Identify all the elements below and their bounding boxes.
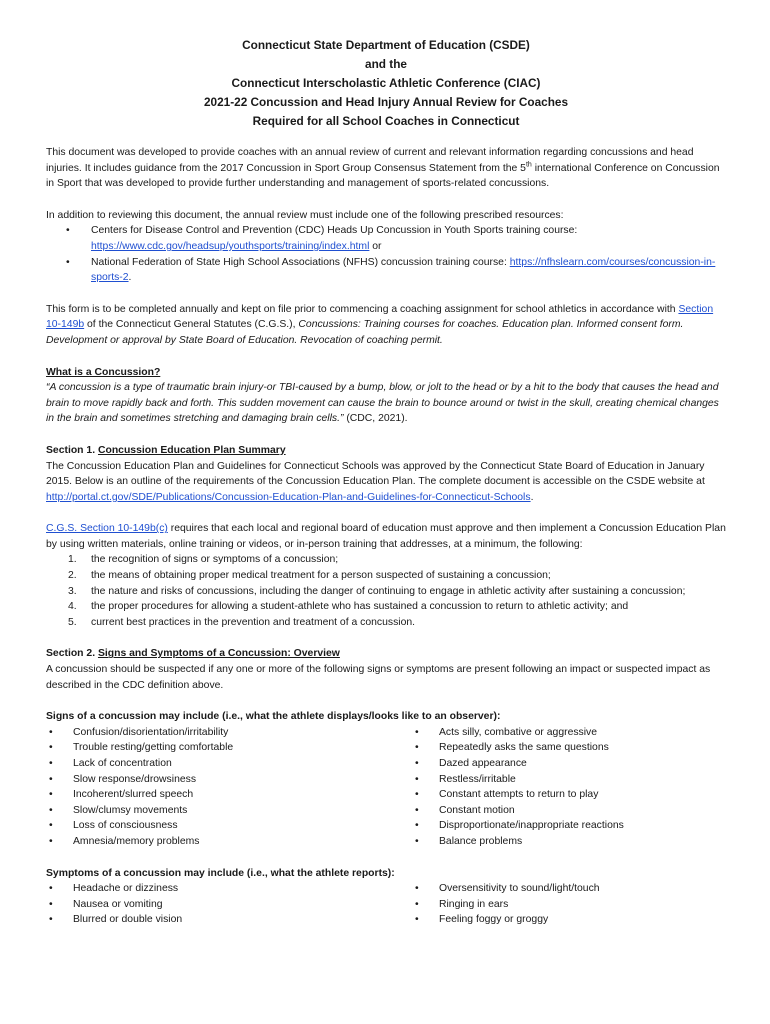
title-line-3: Connecticut Interscholastic Athletic Conference (CIAC) — [231, 76, 541, 90]
section-1-paragraph: The Concussion Education Plan and Guidelines for Connecticut Schools was approved by the Connecticut State Board of Education in January 2015. Below is an outline of the requirements of the Concussion Education Plan. The complete document is accessible on the CSDE website at http://portal.ct.gov/SDE/Publications/Concussion-Education-Plan-and-Guidelines-for-Connecticut-Schools. — [46, 460, 705, 503]
signs-list — [46, 725, 726, 850]
list-item: • Disproportionate/inappropriate reactions — [415, 820, 624, 832]
list-item: • Constant attempts to return to play — [415, 789, 599, 801]
title-line-2: and the — [365, 57, 407, 71]
list-item: • Acts silly, combative or aggressive — [415, 726, 598, 738]
bullet: • — [66, 256, 70, 268]
section-1-heading: Section 1. Concussion Education Plan Summary — [46, 444, 286, 456]
list-item: • Confusion/disorientation/irritability — [49, 726, 229, 738]
requirements-list — [46, 552, 726, 630]
list-item: • Loss of consciousness — [49, 820, 178, 832]
resource-list — [46, 223, 726, 285]
csde-website-link[interactable]: http://portal.ct.gov/SDE/Publications/Concussion-Education-Plan-and-Guidelines-for-Connecticut-Schools — [46, 491, 531, 503]
list-item: • Amnesia/memory problems — [49, 835, 200, 847]
list-item: 1. the recognition of signs or symptoms of a concussion; — [68, 554, 339, 566]
cdc-link[interactable]: https://www.cdc.gov/headsup/youthsports/training/index.html — [91, 240, 370, 252]
signs-heading: Signs of a concussion may include (i.e., what the athlete displays/looks like to an observer): — [46, 711, 501, 723]
section-2-heading: Section 2. Signs and Symptoms of a Concussion: Overview — [46, 648, 340, 660]
list-item: • Slow/clumsy movements — [49, 804, 188, 816]
list-item: • Slow response/drowsiness — [49, 773, 197, 785]
symptoms-heading: Symptoms of a concussion may include (i.e., what the athlete reports): — [46, 867, 395, 879]
list-item: • Feeling foggy or groggy — [415, 914, 549, 926]
symptoms-column-left — [46, 881, 412, 928]
resource-item-cdc: • Centers for Disease Control and Prevention (CDC) Heads Up Concussion in Youth Sports training course: https://www.cdc.gov/headsup/youthsports/training/index.html or — [66, 225, 578, 252]
list-item: 5. current best practices in the prevention and treatment of a concussion. — [68, 616, 416, 628]
title-line-4: 2021-22 Concussion and Head Injury Annual Review for Coaches — [203, 95, 569, 109]
cgs-requirement-paragraph: C.G.S. Section 10-149b(c) requires that each local and regional board of education must approve and then implement a Concussion Education Plan by using written materials, online training or videos, or in-person training that addresses, at a minimum, the following: — [46, 523, 726, 550]
signs-column-left — [46, 725, 412, 850]
concussion-definition: “A concussion is a type of traumatic brain injury-or TBI-caused by a bump, blow, or jolt to the head or by a hit to the body that causes the head and brain to move rapidly back and forth. This sudden movement can cause the brain to bounce around or twist in the skull, creating chemical changes in the brain and sometimes stretching and damaging brain cells.” (CDC, 2021). — [46, 382, 719, 425]
list-item: • Blurred or double vision — [49, 914, 183, 926]
list-item: 4. the proper procedures for allowing a student-athlete who has sustained a concussion to return to athletic activity; and — [68, 601, 629, 613]
list-item: • Constant motion — [415, 804, 515, 816]
list-item: • Nausea or vomiting — [49, 898, 163, 910]
symptoms-list — [46, 881, 726, 928]
list-item: 2. the means of obtaining proper medical treatment for a person suspected of sustaining a concussion; — [68, 570, 551, 582]
list-item: • Repeatedly asks the same questions — [415, 742, 609, 754]
section-2-paragraph: A concussion should be suspected if any one or more of the following signs or symptoms are present following an impact or suspected impact as described in the CDC definition above. — [46, 664, 711, 691]
title-line-5: Required for all School Coaches in Connecticut — [252, 114, 520, 128]
list-item: • Headache or dizziness — [49, 883, 179, 895]
list-item: • Trouble resting/getting comfortable — [49, 742, 234, 754]
intro-paragraph: This document was developed to provide coaches with an annual review of current and relevant information regarding concussions and head injuries. It includes guidance from the 2017 Concussion in Sport Group Consensus Statement from the 5th international Conference on Concussion in Sport that was developed to provide further understanding and management of sports-related concussions. — [46, 147, 720, 190]
document-title — [46, 36, 726, 131]
nfhs-link[interactable]: https://nfhslearn.com/courses/concussion-in-sports-2 — [91, 256, 716, 284]
symptoms-column-right — [412, 881, 726, 928]
title-line-1: Connecticut State Department of Education (CSDE) — [242, 38, 530, 52]
resource-item-nfhs: • National Federation of State High School Associations (NFHS) concussion training course: https://nfhslearn.com/courses/concussion-in-sports-2. — [66, 256, 716, 284]
list-item: • Oversensitivity to sound/light/touch — [415, 883, 600, 895]
what-is-concussion-heading: What is a Concussion? — [46, 366, 161, 378]
list-item: • Lack of concentration — [49, 758, 172, 769]
list-item: • Restless/irritable — [415, 773, 516, 785]
signs-column-right — [412, 725, 726, 850]
cgs-section-link[interactable]: C.G.S. Section 10-149b(c) — [46, 523, 168, 535]
list-item: 3. the nature and risks of concussions, including the danger of continuing to engage in athletic activity after sustaining a concussion; — [68, 585, 686, 597]
section-10-149b-link[interactable]: Section 10-149b — [46, 303, 714, 331]
resources-intro: In addition to reviewing this document, the annual review must include one of the following prescribed resources: — [46, 209, 564, 221]
form-requirement-paragraph: This form is to be completed annually and kept on file prior to commencing a coaching assignment for school athletics in accordance with Section 10-149b of the Connecticut General Statutes (C.G.S.), Concussions: Training courses for coaches. Education plan. Informed consent form. Development or approval by State Board of Education. Revocation of coaching permit. — [46, 303, 714, 346]
list-item: • Ringing in ears — [415, 898, 509, 910]
bullet: • — [66, 225, 70, 237]
list-item: • Dazed appearance — [415, 758, 527, 769]
list-item: • Incoherent/slurred speech — [49, 789, 194, 801]
list-item: • Balance problems — [415, 835, 523, 847]
document-page — [46, 36, 726, 928]
